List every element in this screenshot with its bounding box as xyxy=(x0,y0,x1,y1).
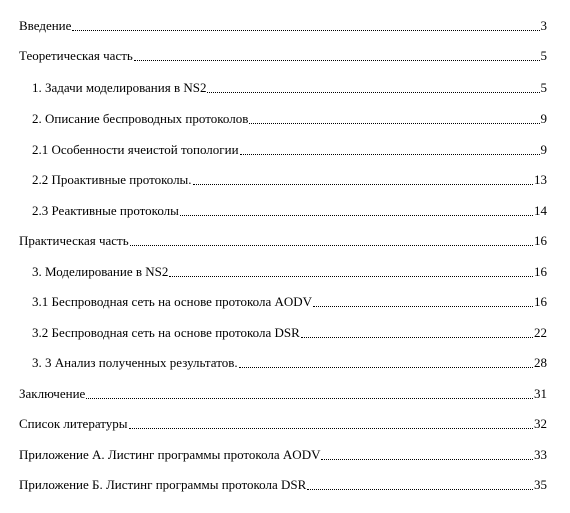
toc-entry-title: Заключение xyxy=(19,386,86,401)
toc-entry-title: Практическая часть xyxy=(19,233,129,248)
toc-entry-results-analysis[interactable] xyxy=(0,355,547,371)
toc-dot-leader xyxy=(193,184,533,185)
toc-dot-leader xyxy=(169,276,533,277)
toc-entry-appendix-a[interactable] xyxy=(0,447,547,463)
toc-entry-title: 2. Описание беспроводных протоколов xyxy=(32,111,249,126)
toc-entry-ns2-modeling[interactable] xyxy=(0,264,547,280)
toc-entry-theoretical-part[interactable] xyxy=(0,48,547,64)
toc-entry-page: 5 xyxy=(540,80,547,95)
toc-entry-mesh-topology[interactable] xyxy=(0,142,547,158)
toc-entry-page: 16 xyxy=(534,264,547,279)
toc-entry-practical-part[interactable] xyxy=(0,233,547,249)
toc-entry-title: Теоретическая часть xyxy=(19,48,133,63)
toc-dot-leader xyxy=(307,489,533,490)
toc-entry-dsr-network[interactable] xyxy=(0,325,547,341)
toc-entry-title: Приложение А. Листинг программы протокола AODV xyxy=(19,447,321,462)
toc-entry-page: 9 xyxy=(540,142,547,157)
toc-entry-introduction[interactable] xyxy=(0,18,547,34)
toc-entry-page: 3 xyxy=(540,18,547,33)
toc-entry-proactive-protocols[interactable] xyxy=(0,172,547,188)
toc-entry-title: 1. Задачи моделирования в NS2 xyxy=(32,80,207,95)
toc-dot-leader xyxy=(301,337,533,338)
toc-entry-page: 14 xyxy=(534,203,547,218)
toc-entry-aodv-network[interactable] xyxy=(0,294,547,310)
toc-entry-page: 35 xyxy=(534,477,547,492)
toc-entry-title: 2.2 Проактивные протоколы. xyxy=(32,172,192,187)
toc-entry-references[interactable] xyxy=(0,416,547,432)
toc-dot-leader xyxy=(239,367,533,368)
toc-entry-page: 9 xyxy=(540,111,547,126)
toc-entry-title: Приложение Б. Листинг программы протокола DSR xyxy=(19,477,307,492)
toc-entry-title: 2.1 Особенности ячеистой топологии xyxy=(32,142,239,157)
toc-entry-page: 31 xyxy=(534,386,547,401)
toc-entry-page: 13 xyxy=(534,172,547,187)
toc-dot-leader xyxy=(180,215,533,216)
toc-entry-title: Введение xyxy=(19,18,72,33)
toc-entry-title: 3.1 Беспроводная сеть на основе протокола AODV xyxy=(32,294,313,309)
toc-dot-leader xyxy=(240,154,540,155)
toc-dot-leader xyxy=(130,245,533,246)
toc-entry-appendix-b[interactable] xyxy=(0,477,547,493)
toc-dot-leader xyxy=(313,306,533,307)
toc-dot-leader xyxy=(249,123,539,124)
toc-entry-title: 3. 3 Анализ полученных результатов. xyxy=(32,355,238,370)
toc-entry-page: 28 xyxy=(534,355,547,370)
toc-entry-page: 22 xyxy=(534,325,547,340)
toc-dot-leader xyxy=(134,60,540,61)
toc-entry-page: 33 xyxy=(534,447,547,462)
toc-entry-reactive-protocols[interactable] xyxy=(0,203,547,219)
toc-entry-ns2-tasks[interactable] xyxy=(0,80,547,96)
toc-entry-title: 3. Моделирование в NS2 xyxy=(32,264,169,279)
toc-entry-conclusion[interactable] xyxy=(0,386,547,402)
toc-dot-leader xyxy=(86,398,533,399)
toc-entry-wireless-protocols[interactable] xyxy=(0,111,547,127)
toc-entry-page: 16 xyxy=(534,233,547,248)
toc-dot-leader xyxy=(207,92,539,93)
toc-dot-leader xyxy=(129,428,534,429)
toc-entry-page: 5 xyxy=(540,48,547,63)
toc-dot-leader xyxy=(72,30,539,31)
toc-entry-title: Список литературы xyxy=(19,416,128,431)
toc-dot-leader xyxy=(321,459,533,460)
toc-entry-title: 3.2 Беспроводная сеть на основе протокола DSR xyxy=(32,325,300,340)
toc-entry-page: 32 xyxy=(534,416,547,431)
toc-entry-page: 16 xyxy=(534,294,547,309)
toc-entry-title: 2.3 Реактивные протоколы xyxy=(32,203,179,218)
